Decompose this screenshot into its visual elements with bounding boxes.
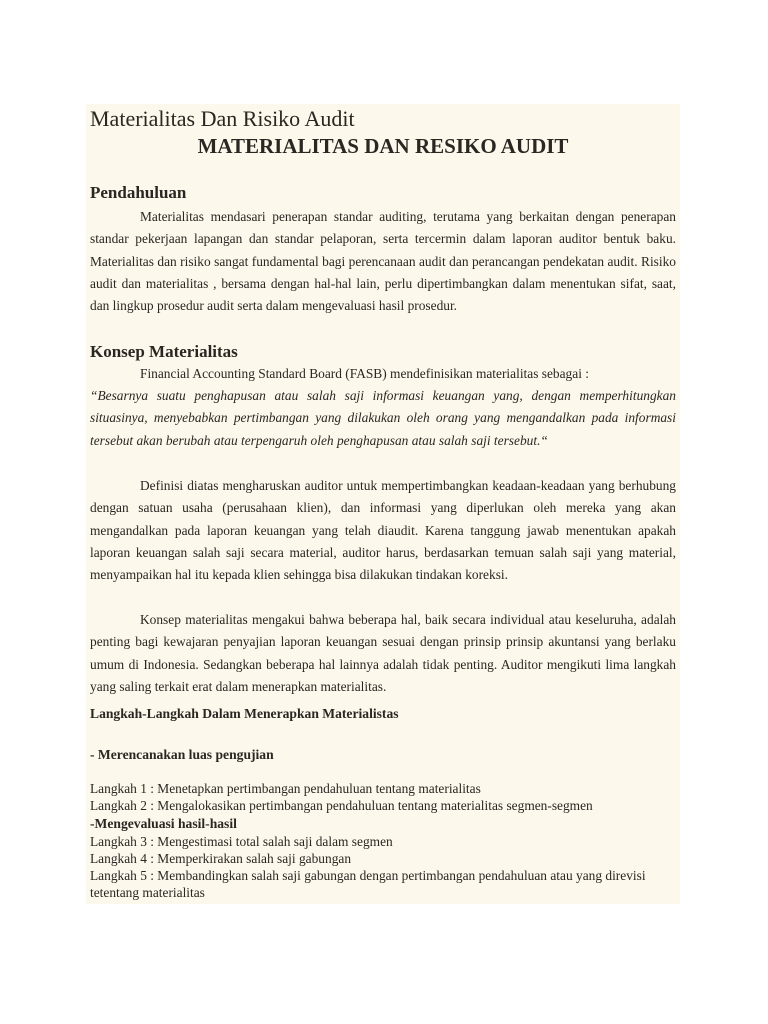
langkah-heading: Langkah-Langkah Dalam Menerapkan Materialistas bbox=[90, 706, 399, 721]
fasb-definition-quote: “Besarnya suatu penghapusan atau salah saji informasi keuangan yang, dengan memperhitungkan situasinya, menyebabkan pertimbangan yang dilakukan oleh orang yang mengandalkan pada informasi tersebut akan berubah atau terpengaruh oleh penghapusan atau salah saji tersebut.“ bbox=[90, 388, 676, 448]
group-heading-mengevaluasi: -Mengevaluasi hasil-hasil bbox=[90, 816, 237, 831]
step-4: Langkah 4 : Memperkirakan salah saji gabungan bbox=[90, 851, 352, 866]
konsep-paragraph-1: Definisi diatas mengharuskan auditor untuk mempertimbangkan keadaan-keadaan yang berhubung dengan satuan usaha (perusahaan klien), dan informasi yang diperlukan oleh mereka yang akan mengandalkan pada laporan keuangan yang telah diaudit. Karena tanggung jawab menentukan apakah laporan keuangan salah saji secara material, auditor harus, berdasarkan temuan salah saji yang material, menyampaikan hal itu kepada klien sehingga bisa dilakukan tindakan koreksi. bbox=[90, 478, 676, 583]
step-5: Langkah 5 : Membandingkan salah saji gabungan dengan pertimbangan pendahuluan atau yang direvisi tetentang materialitas bbox=[90, 868, 646, 900]
step-1: Langkah 1 : Menetapkan pertimbangan pendahuluan tentang materialitas bbox=[90, 781, 481, 796]
step-3: Langkah 3 : Mengestimasi total salah saji dalam segmen bbox=[90, 834, 393, 849]
main-heading: MATERIALITAS DAN RESIKO AUDIT bbox=[197, 134, 569, 158]
group-heading-merencanakan: - Merencanakan luas pengujian bbox=[90, 747, 274, 762]
konsep-intro: Financial Accounting Standard Board (FASB) mendefinisikan materialitas sebagai : bbox=[140, 366, 589, 381]
document-title: Materialitas Dan Risiko Audit bbox=[90, 106, 355, 131]
section-heading-pendahuluan: Pendahuluan bbox=[90, 183, 187, 202]
section-heading-konsep: Konsep Materialitas bbox=[90, 342, 238, 361]
pendahuluan-paragraph: Materialitas mendasari penerapan standar auditing, terutama yang berkaitan dengan penerapan standar pekerjaan lapangan dan standar pelaporan, serta tercermin dalam laporan auditor bentuk baku. Materialitas dan risiko sangat fundamental bagi perencanaan audit dan perancangan pendekatan audit. Risiko audit dan materialitas , bersama dengan hal-hal lain, perlu dipertimbangkan dalam menentukan sifat, saat, dan lingkup prosedur audit serta dalam mengevaluasi hasil prosedur. bbox=[90, 209, 676, 314]
konsep-paragraph-2: Konsep materialitas mengakui bahwa beberapa hal, baik secara individual atau keseluruha, adalah penting bagi kewajaran penyajian laporan keuangan sesuai dengan prinsip prinsip akuntansi yang berlaku umum di Indonesia. Sedangkan beberapa hal lainnya adalah tidak penting. Auditor mengikuti lima langkah yang saling terkait erat dalam menerapkan materialitas. bbox=[90, 612, 676, 694]
step-2: Langkah 2 : Mengalokasikan pertimbangan pendahuluan tentang materialitas segmen-segmen bbox=[90, 798, 593, 813]
